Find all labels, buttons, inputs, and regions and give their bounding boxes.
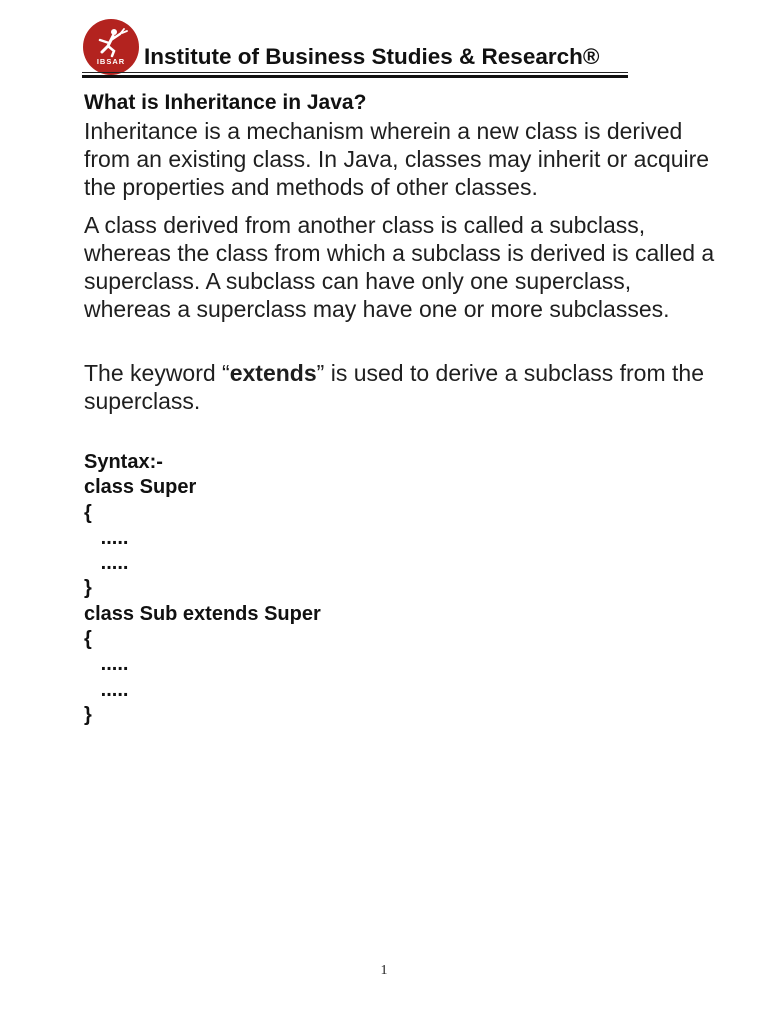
- code-line: }: [84, 577, 92, 600]
- code-line: .....: [84, 653, 129, 676]
- code-line: }: [84, 703, 92, 726]
- paragraph-extends-after: ” is used to derive a subclass from the superclass.: [84, 360, 704, 414]
- institute-name: Institute of Business Studies & Research®: [144, 44, 600, 69]
- syntax-label: Syntax:-: [84, 451, 163, 473]
- paragraph-subclass: A class derived from another class is called a subclass, whereas the class from which a subclass is derived is called a superclass. A subclass can have only one superclass, whereas a superclass may have one or more subclasses.: [84, 212, 715, 322]
- document-body: [84, 89, 724, 728]
- code-line: {: [84, 501, 92, 524]
- keyword-extends: extends: [229, 360, 317, 386]
- page-number: 1: [380, 963, 388, 978]
- header-rule-thin: [82, 72, 628, 73]
- ibsar-logo-icon: [82, 18, 140, 76]
- document-header: [82, 18, 682, 82]
- paragraph-extends: [84, 359, 724, 415]
- logo-text: IBSAR: [96, 57, 126, 66]
- section-heading: What is Inheritance in Java?: [84, 91, 367, 114]
- code-line: .....: [84, 526, 129, 549]
- header-rule-thick: [82, 75, 628, 78]
- paragraph-definition: Inheritance is a mechanism wherein a new class is derived from an existing class. In Java, classes may inherit or acquire the properties and methods of other classes.: [84, 118, 710, 200]
- code-line: .....: [84, 678, 129, 701]
- paragraph-extends-before: The keyword “: [84, 360, 230, 386]
- code-line: class Super: [84, 476, 197, 499]
- code-line: .....: [84, 552, 129, 575]
- code-line: class Sub extends Super: [84, 602, 321, 625]
- syntax-block: [84, 450, 724, 728]
- code-line: {: [84, 628, 92, 651]
